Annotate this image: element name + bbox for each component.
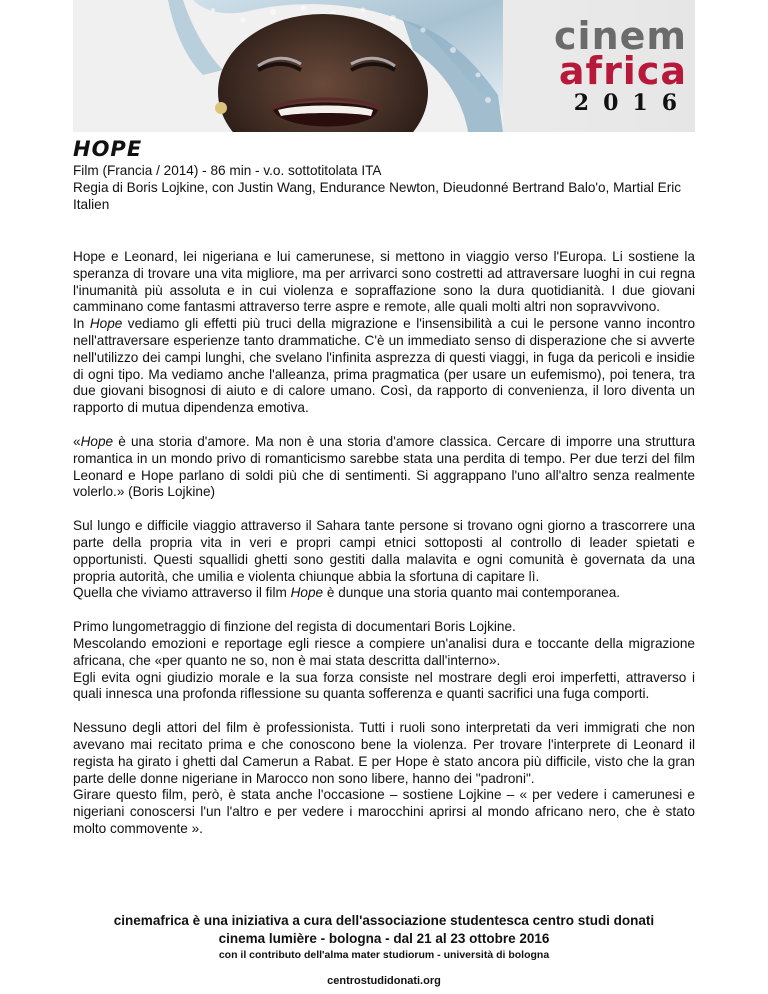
logo-line-cinem: cinem [554, 14, 687, 58]
footer-initiative: cinemafrica è una iniziativa a cura dell'associazione studentesca centro studi donati [113, 913, 655, 928]
paragraph-occasion: Girare questo film, però, è stata anche l'occasione – sostiene Lojkine – « per vedere i camerunesi e nigeriani conoscersi l'un l'altro e per vedere i marocchini aprirsi al mondo africano nero, che è stato molto commovente ». [73, 787, 695, 836]
paragraph-actors: Nessuno degli attori del film è professionista. Tutti i ruoli sono interpretati da veri immigrati che non avevano mai recitato prima e che conoscono bene la violenza. Per trovare l'interprete di Leonard il regista ha girato i ghetti dal Camerun a Rabat. E per Hope è stato ancora più difficile, visto che la gran parte delle donne nigeriane in Marocco non sono libere, hanno dei "padroni". [73, 720, 695, 786]
film-title-italic: Hope [89, 316, 123, 332]
film-title-italic: Hope [80, 433, 114, 449]
paragraph-quote [73, 434, 695, 501]
paragraph-contemporary [73, 585, 695, 602]
text-run: « [73, 433, 81, 449]
logo-line-africa: africa [558, 49, 687, 93]
paragraph-first-feature: Primo lungometraggio di finzione del regista di documentari Boris Lojkine. [73, 619, 516, 635]
text-run: è dunque una storia quanto mai contemporanea. [323, 585, 621, 601]
banner-photo [73, 0, 503, 132]
logo-line-year: 2016 [573, 90, 691, 116]
article-content [73, 136, 695, 838]
footer-venue-dates: cinema lumière - bologna - dal 21 al 23 ottobre 2016 [218, 931, 550, 946]
footer-website: centrostudidonati.org [327, 975, 441, 987]
film-meta: Film (Francia / 2014) - 86 min - v.o. sottotitolata ITA [73, 163, 382, 178]
film-title: HOPE [73, 137, 143, 161]
text-run: Quella che viviamo attraverso il film [73, 585, 291, 601]
text-run: In [73, 316, 90, 332]
paragraph-sahara: Sul lungo e difficile viaggio attraverso il Sahara tante persone si trovano ogni giorno a trascorrere una parte della propria vita in veri e propri campi etnici sottoposti al controllo di leader spietati e opportunisti. Questi squallidi ghetti sono gestiti dalla malavita e ogni comunità è governata da una propria autorità, che umilia e violenta chiunque abbia la sfortuna di capitare lì. [73, 518, 695, 584]
header-banner [73, 0, 695, 132]
paragraph-analysis: Mescolando emozioni e reportage egli riesce a compiere un'analisi dura e toccante della migrazione africana, che «per quanto ne so, non è mai stata descritta dall'interno». [73, 635, 695, 668]
footer-contribution: con il contributo dell'alma mater studiorum - università di bologna [218, 949, 550, 961]
paragraph-synopsis: Hope e Leonard, lei nigeriana e lui camerunese, si mettono in viaggio verso l'Europa. Li sostiene la speranza di trovare una vita migliore, ma per arrivarci sono costretti ad attraversare luoghi in cui regna l'inumanità più assoluta e in cui violenza e sopraffazione sono la dura quotidianità. I due giovani camminano come fantasmi attraverso terre aspre e remote, alle quali molti altri non sopravvivono. [73, 249, 695, 315]
film-credits: Regia di Boris Lojkine, con Justin Wang, Endurance Newton, Dieudonné Bertrand Balo'o, Martial Eric Italien [73, 180, 682, 212]
footer [73, 912, 695, 988]
film-title-italic: Hope [290, 585, 324, 601]
paragraph-heroes: Egli evita ogni giudizio morale e la sua forza consiste nel mostrare degli eroi imperfetti, attraverso i quali innesca una profonda riflessione su quanta sofferenza e quanti sacrifici una fuga comporti. [73, 669, 695, 702]
paragraph-effects [73, 316, 695, 417]
text-run: è una storia d'amore. Ma non è una storia d'amore classica. Cercare di imporre una struttura romantica in un mondo privo di romanticismo sarebbe stata una perdita di tempo. Per due terzi del film Leonard e Hope parlano di soldi più che di sentimenti. Si aggrappano l'uno all'altro senza realmente volerlo.» (Boris Lojkine) [73, 433, 695, 500]
text-run: vediamo gli effetti più truci della migrazione e l'insensibilità a cui le persone vanno incontro nell'attraversare esperienze tanto drammatiche. C'è un immediato senso di disperazione che si avverte nell'utilizzo dei campi lunghi, che svelano l'infinita asprezza di questi viaggi, in fuga da pericoli e insidie di ogni tipo. Ma vediamo anche l'alleanza, prima pragmatica (per usare un eufemismo), poi tenera, tra due giovani bisognosi di aiuto e di calore umano. Così, da rapporto di convenienza, il loro diventa un rapporto di mutua dipendenza emotiva. [73, 316, 696, 416]
cinemafrica-logo [497, 14, 691, 118]
